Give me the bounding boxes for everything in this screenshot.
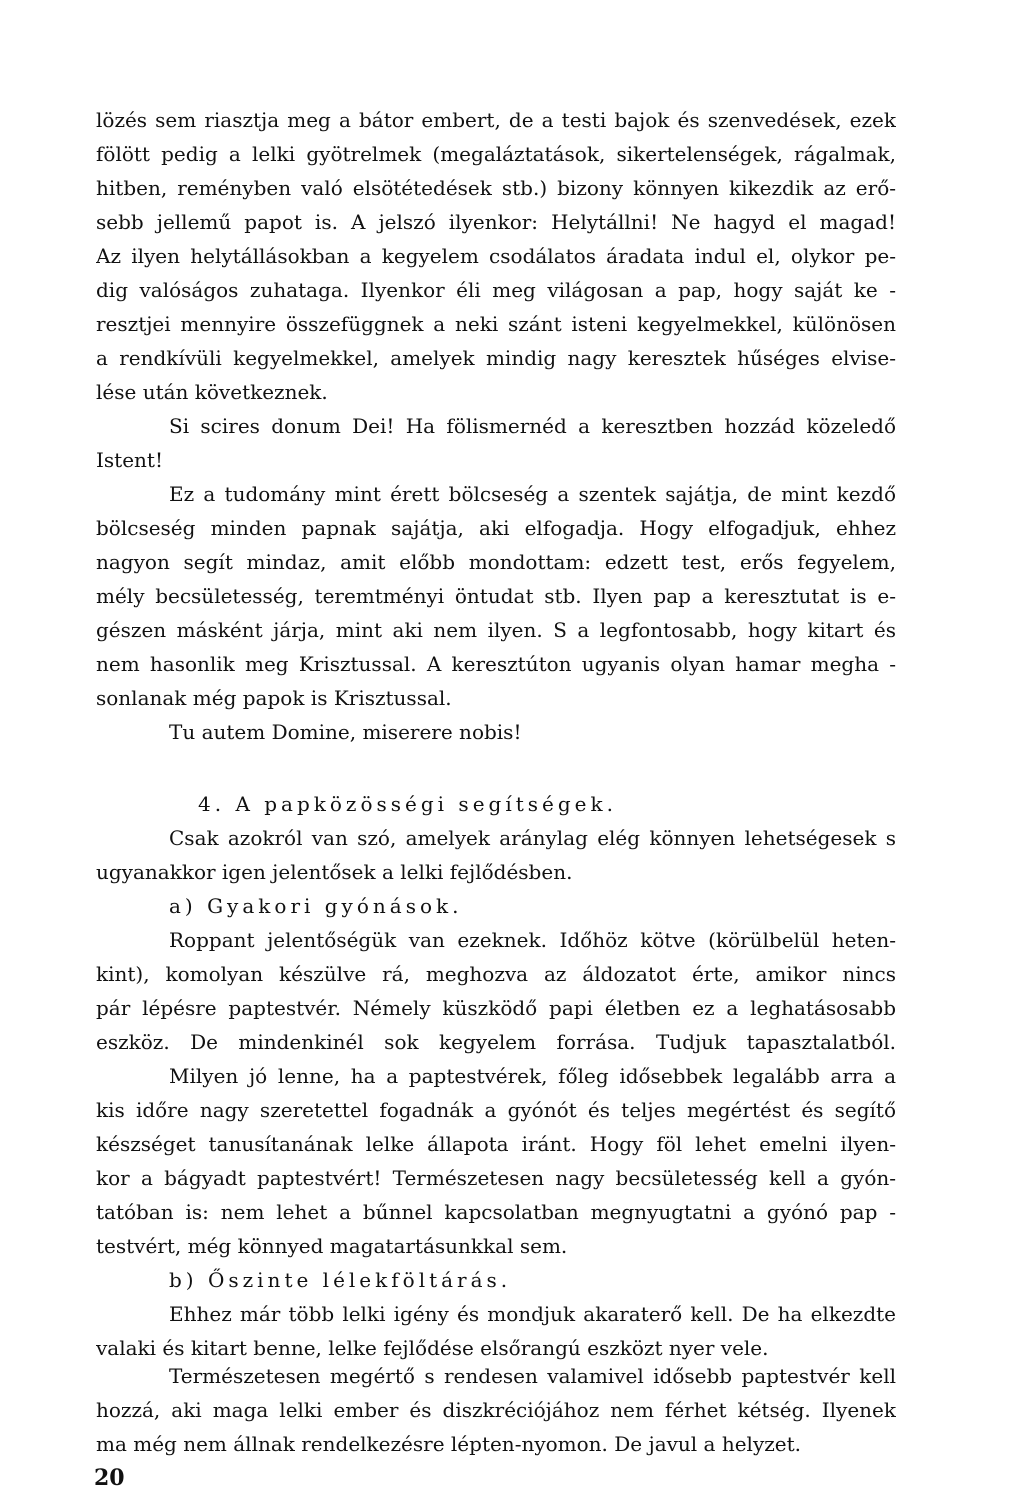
text-line: Ez a tudomány mint érett bölcseség a szentek sajátja, de mint kezdő [169, 482, 896, 506]
text-line: Tu autem Domine, miserere nobis! [169, 720, 522, 744]
text-line: kor a bágyadt paptestvért! Természetesen nagy becsületesség kell a gyón- [96, 1166, 896, 1190]
text-line: Milyen jó lenne, ha a paptestvérek, főleg idősebbek legalább arra a [169, 1064, 896, 1088]
text-line: tatóban is: nem lehet a bűnnel kapcsolatban megnyugtatni a gyónó pap - [96, 1200, 896, 1224]
text-line: nagyon segít mindaz, amit előbb mondottam: edzett test, erős fegyelem, [96, 550, 896, 574]
text-line: hozzá, aki maga lelki ember és diszkréciójához nem férhet kétség. Ilyenek [96, 1398, 896, 1422]
text-line: Roppant jelentőségük van ezeknek. Időhöz kötve (körülbelül heten- [169, 928, 896, 952]
text-line: bölcseség minden papnak sajátja, aki elfogadja. Hogy elfogadjuk, ehhez [96, 516, 896, 540]
text-line: sonlanak még papok is Krisztussal. [96, 686, 452, 710]
text-line: Az ilyen helytállásokban a kegyelem csodálatos áradata indul el, olykor pe- [96, 244, 896, 268]
text-line: dig valóságos zuhataga. Ilyenkor éli meg világosan a pap, hogy saját ke - [96, 278, 896, 302]
text-line: hitben, reményben való elsötétedések stb.) bizony könnyen kikezdik az erő- [96, 176, 896, 200]
text-line: kint), komolyan készülve rá, meghozva az áldozatot érte, amikor nincs [96, 962, 896, 986]
text-line: resztjei mennyire összefüggnek a neki szánt isteni kegyelmekkel, különösen [96, 312, 896, 336]
text-line: a rendkívüli kegyelmekkel, amelyek mindig nagy keresztek hűséges elvise- [96, 346, 896, 370]
text-line: testvért, még könnyed magatartásunkkal sem. [96, 1234, 568, 1258]
text-line: Si scires donum Dei! Ha fölismernéd a keresztben hozzád közeledő [169, 414, 896, 438]
text-line: sebb jellemű papot is. A jelszó ilyenkor: Helytállni! Ne hagyd el magad! [96, 210, 896, 234]
section-heading: 4. A papközösségi segítségek. [198, 792, 617, 816]
text-line: mély becsületesség, teremtményi öntudat stb. Ilyen pap a keresztutat is e- [96, 584, 896, 608]
text-line: lése után következnek. [96, 380, 328, 404]
text-line: kis időre nagy szeretettel fogadnák a gyónót és teljes megértést és segítő [96, 1098, 896, 1122]
text-line: eszköz. De mindenkinél sok kegyelem forrása. Tudjuk tapasztalatból. [96, 1030, 896, 1054]
subsection-heading: a) Gyakori gyónások. [169, 894, 463, 918]
text-line: pár lépésre paptestvér. Némely küszködő papi életben ez a leghatásosabb [96, 996, 896, 1020]
page-number: 20 [94, 1465, 125, 1491]
text-line: lözés sem riasztja meg a bátor embert, de a testi bajok és szenvedések, ezek [96, 108, 896, 132]
subsection-heading: b) Őszinte lélekföltárás. [169, 1268, 512, 1292]
text-line: ma még nem állnak rendelkezésre lépten-nyomon. De javul a helyzet. [96, 1432, 802, 1456]
text-line: valaki és kitart benne, lelke fejlődése elsőrangú eszközt nyer vele. [96, 1336, 769, 1360]
text-line: fölött pedig a lelki gyötrelmek (megaláztatások, sikertelenségek, rágalmak, [96, 142, 896, 166]
text-line: Istent! [96, 448, 163, 472]
text-line: ugyanakkor igen jelentősek a lelki fejlődésben. [96, 860, 573, 884]
text-line: Csak azokról van szó, amelyek aránylag elég könnyen lehetségesek s [169, 826, 896, 850]
text-line: Természetesen megértő s rendesen valamivel idősebb paptestvér kell [169, 1364, 896, 1388]
text-line: készséget tanusítanának lelke állapota iránt. Hogy föl lehet emelni ilyen- [96, 1132, 896, 1156]
text-line: gészen másként járja, mint aki nem ilyen. S a legfontosabb, hogy kitart és [96, 618, 896, 642]
text-line: Ehhez már több lelki igény és mondjuk akaraterő kell. De ha elkezdte [169, 1302, 896, 1326]
text-line: nem hasonlik meg Krisztussal. A keresztúton ugyanis olyan hamar megha - [96, 652, 896, 676]
